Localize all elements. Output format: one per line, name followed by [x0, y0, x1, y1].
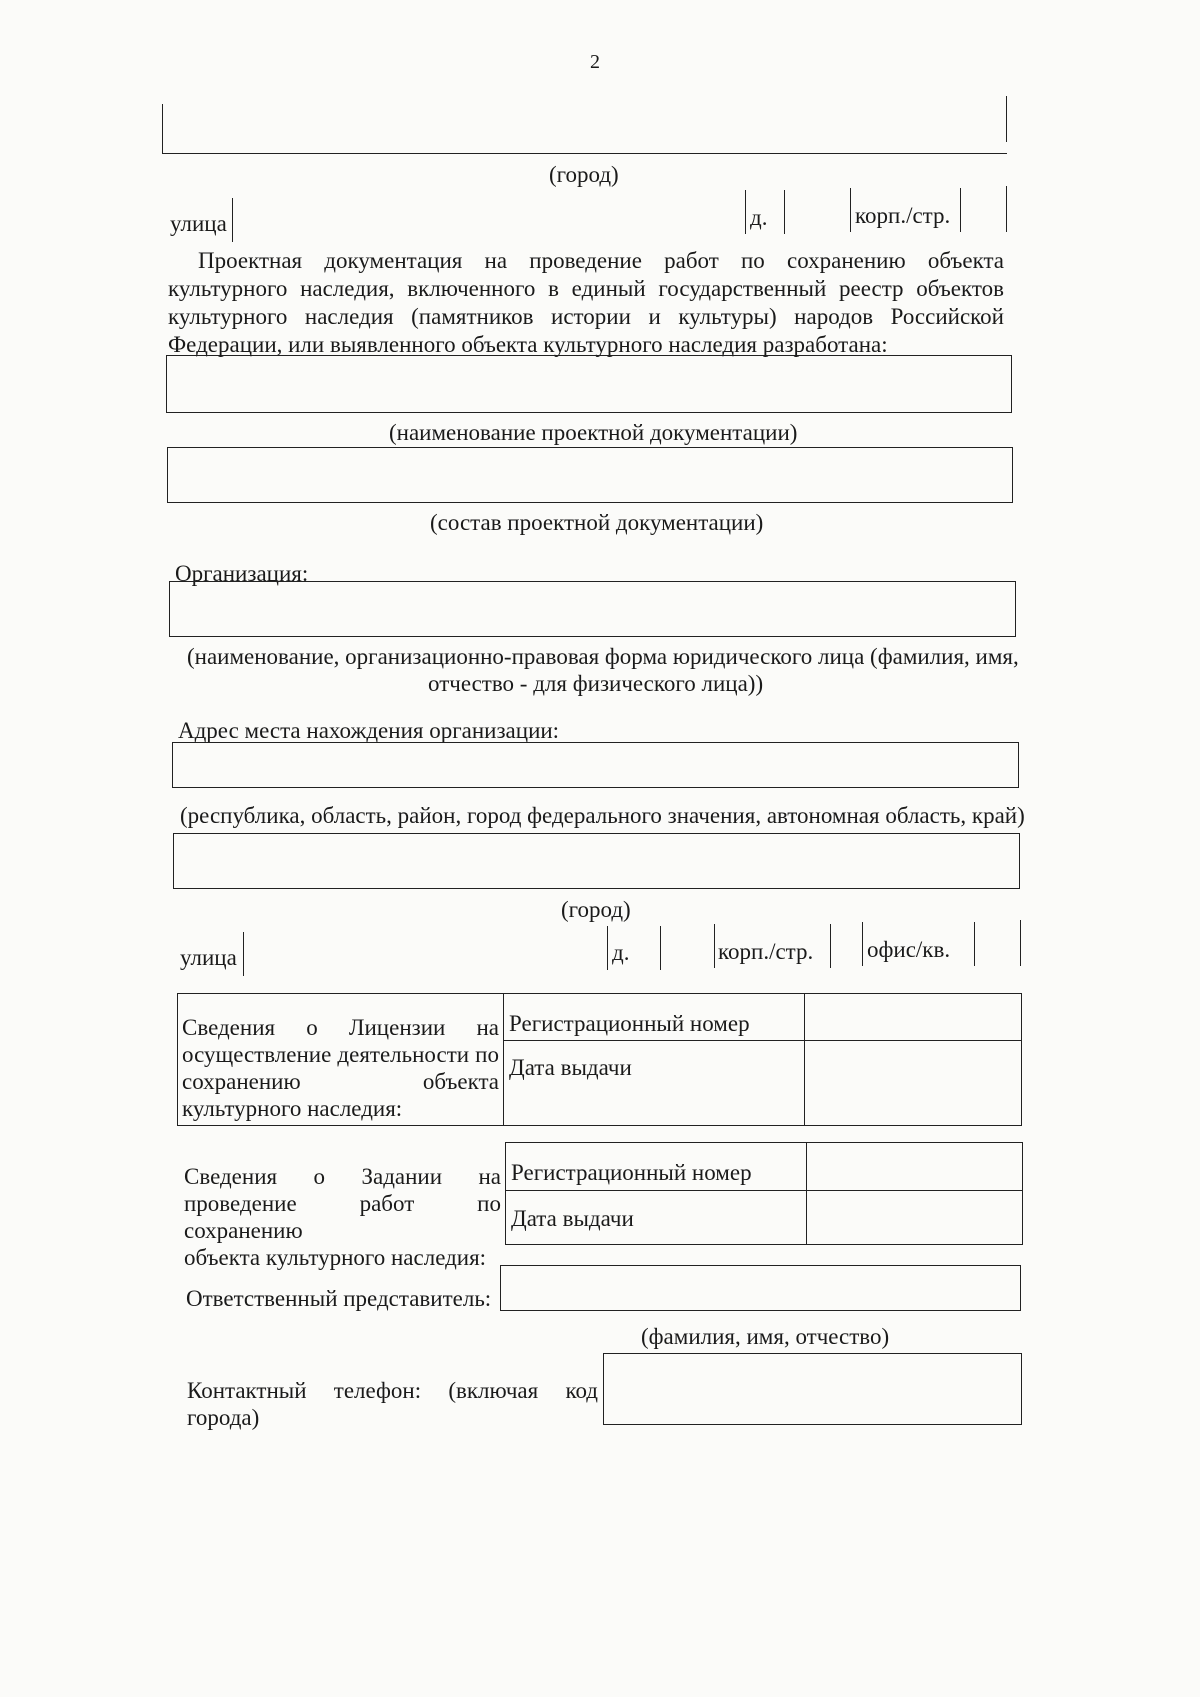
project-documentation-paragraph [168, 247, 1004, 359]
license-reg-number-field[interactable] [805, 994, 1022, 1041]
license-reg-number-label: Регистрационный номер [509, 1011, 750, 1036]
task-reg-number-label-cell [506, 1143, 807, 1191]
phone-label-line2: города) [187, 1405, 260, 1430]
house-field-divider-2 [660, 926, 661, 970]
city-field-2[interactable] [173, 833, 1020, 889]
license-issue-date-field[interactable] [805, 1041, 1022, 1126]
task-description [184, 1163, 501, 1271]
house-field-divider-1 [784, 190, 785, 234]
building-field-1[interactable] [962, 188, 1006, 230]
license-description [178, 994, 504, 1126]
phone-label [187, 1377, 598, 1431]
task-reg-number-field[interactable] [807, 1143, 1023, 1191]
house-label-1: д. [750, 205, 768, 230]
task-issue-date-field[interactable] [807, 1191, 1023, 1245]
license-table [177, 993, 1022, 1126]
project-composition-caption: (состав проектной документации) [430, 510, 764, 535]
house-divider-2 [607, 926, 608, 970]
building-field-2[interactable] [832, 924, 858, 966]
license-issue-date-label: Дата выдачи [509, 1055, 632, 1080]
city-field-1[interactable] [164, 100, 1004, 152]
street-label-1: улица [170, 211, 227, 236]
office-field-end-2 [1020, 920, 1021, 966]
task-line2: проведение работ по сохранению [184, 1191, 501, 1243]
responsible-label: Ответственный представитель: [186, 1286, 492, 1311]
license-issue-date-label-cell [504, 1041, 805, 1126]
city-caption-2: (город) [561, 897, 631, 922]
task-table [505, 1142, 1023, 1245]
house-label-2: д. [612, 940, 630, 965]
license-reg-number-label-cell [504, 994, 805, 1041]
project-name-caption: (наименование проектной документации) [389, 420, 798, 445]
responsible-caption: (фамилия, имя, отчество) [641, 1324, 890, 1349]
task-issue-date-label-cell [506, 1191, 807, 1245]
project-composition-field[interactable] [167, 447, 1013, 503]
project-name-field[interactable] [166, 355, 1012, 413]
office-field-divider-2 [974, 922, 975, 966]
office-field-2[interactable] [976, 922, 1020, 964]
street-label-2: улица [180, 945, 237, 970]
license-line4: культурного наследия: [182, 1096, 403, 1121]
org-address-label: Адрес места нахождения организации: [178, 718, 560, 743]
organization-caption-line1: (наименование, организационно-правовая форма юридического лица (фамилия, имя, [187, 644, 1019, 669]
house-field-2[interactable] [662, 926, 710, 968]
building-divider-2 [714, 924, 715, 968]
house-field-1[interactable] [786, 190, 846, 232]
organization-caption-line2: отчество - для физического лица)) [428, 671, 764, 696]
organization-label: Организация: [175, 561, 309, 586]
org-address-field[interactable] [172, 742, 1019, 788]
office-label-2: офис/кв. [867, 937, 951, 962]
building-divider-1 [850, 188, 851, 232]
license-line1: Сведения о Лицензии на [182, 1015, 499, 1040]
building-field-divider-1 [960, 188, 961, 232]
building-field-divider-2 [830, 924, 831, 968]
street-field-divider-2 [243, 932, 244, 976]
page-number: 2 [590, 51, 600, 73]
street-field-1[interactable] [234, 198, 739, 238]
house-divider-1 [745, 190, 746, 234]
region-caption: (республика, область, район, город федерального значения, автономная область, край) [180, 803, 1025, 828]
office-divider-2 [862, 922, 863, 966]
street-field-2[interactable] [245, 932, 601, 972]
city-box-left-border [162, 104, 163, 154]
task-line3: объекта культурного наследия: [184, 1245, 487, 1270]
task-line1: Сведения о Задании на [184, 1164, 501, 1189]
city-caption-1: (город) [549, 162, 619, 187]
organization-field[interactable] [169, 581, 1016, 637]
responsible-field[interactable] [500, 1265, 1021, 1311]
phone-label-line1: Контактный телефон: (включая код [187, 1378, 598, 1403]
city-box-right-border [1006, 96, 1007, 142]
city-box-bottom-border [162, 153, 1007, 154]
license-line3: сохранению объекта [182, 1069, 499, 1094]
building-field-end-1 [1006, 186, 1007, 232]
task-reg-number-label: Регистрационный номер [511, 1160, 752, 1185]
phone-field[interactable] [603, 1353, 1022, 1425]
building-label-1: корп./стр. [855, 203, 951, 228]
task-issue-date-label: Дата выдачи [511, 1206, 634, 1231]
building-label-2: корп./стр. [718, 939, 814, 964]
paragraph-text: Проектная документация на проведение работ по сохранению объекта культурного наследия, включенного в единый государственный реестр объектов культурного наследия (памятников истории и культуры) народов Российской Федерации, или выявленного объекта культурного наследия разработана: [168, 248, 1004, 357]
license-line2: осуществление деятельности по [182, 1042, 499, 1067]
street-field-divider-1 [232, 198, 233, 242]
